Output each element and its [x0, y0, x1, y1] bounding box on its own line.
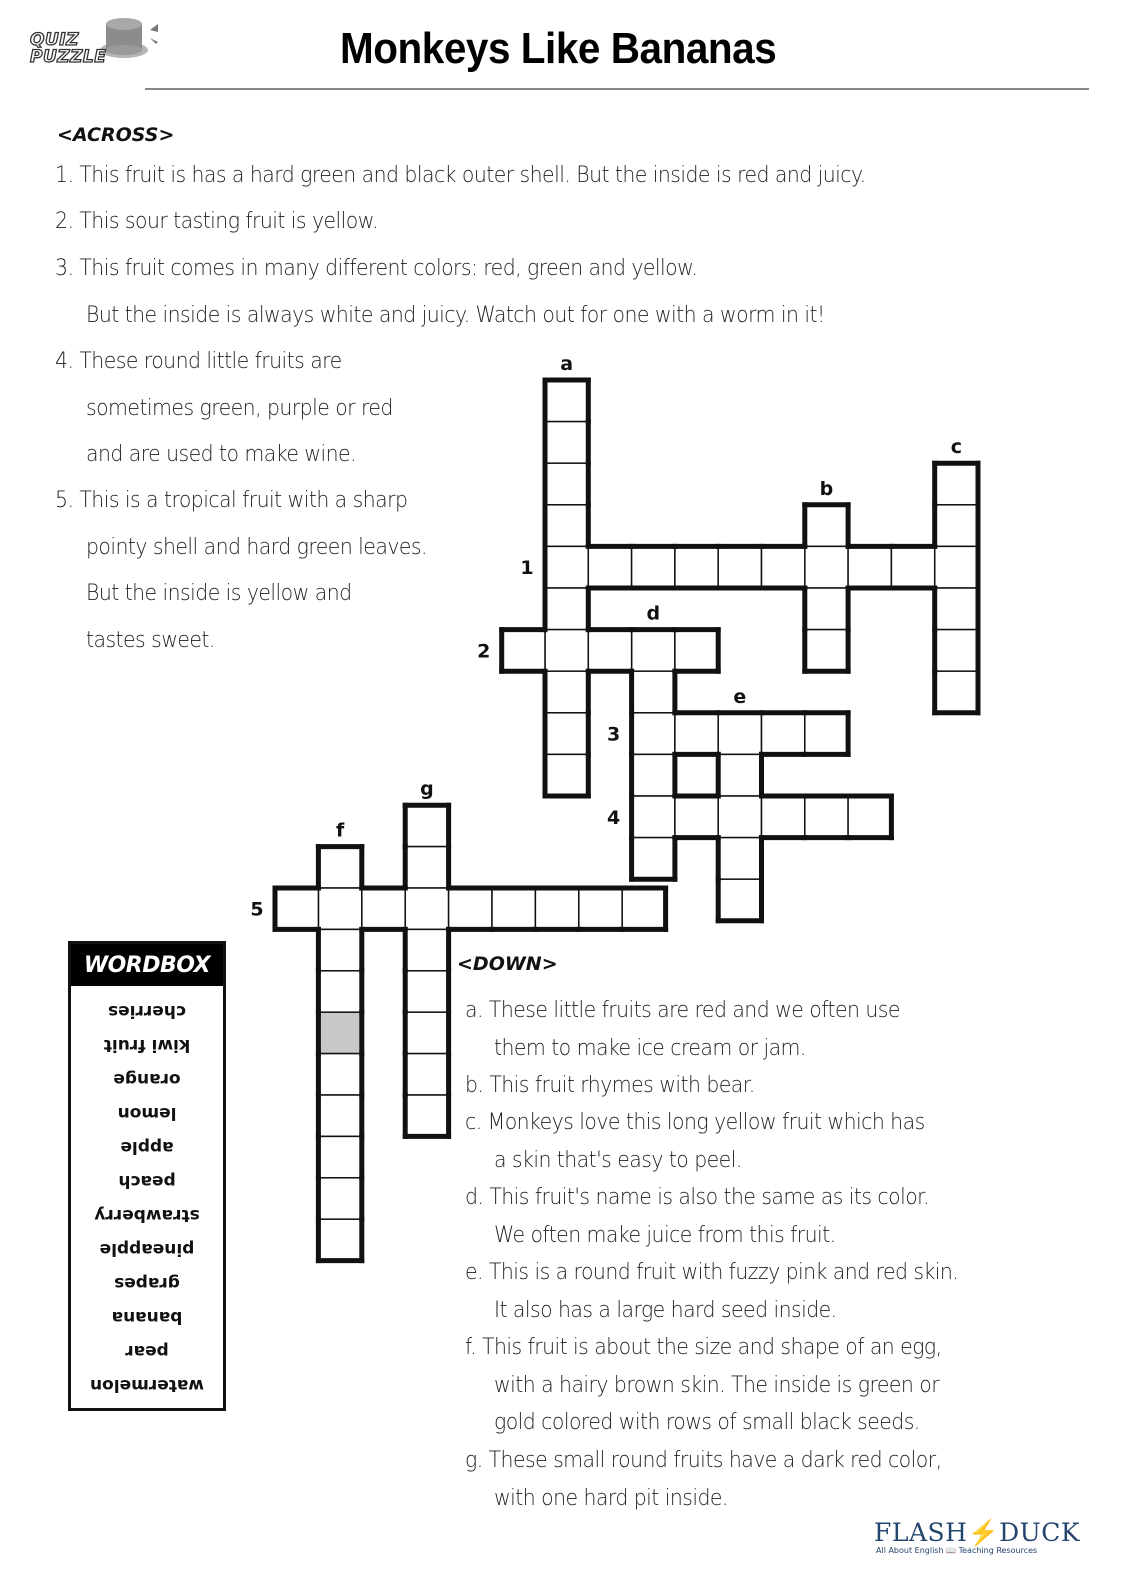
down-clue-text: This is a round fruit with fuzzy pink and red skin.	[488, 1260, 959, 1285]
grid-cell[interactable]	[718, 713, 761, 755]
clue-label-2: 2	[477, 640, 491, 663]
down-clue-5	[465, 1260, 958, 1285]
clue-label-3: 3	[606, 723, 621, 746]
grid-cell[interactable]	[718, 838, 761, 880]
across-clue-text: This fruit comes in many different colors: red, green and yellow.	[79, 256, 698, 281]
across-clue-2	[55, 209, 378, 234]
grid-cell-shaded[interactable]	[318, 1012, 361, 1053]
upper-grid-cluster	[477, 353, 978, 921]
across-clue-1	[55, 163, 866, 188]
grid-cell[interactable]	[545, 422, 588, 464]
clue-label-f: f	[335, 819, 345, 842]
clue-label-a: a	[560, 353, 574, 375]
down-clue-number: c.	[465, 1110, 488, 1135]
down-clue-4	[465, 1185, 929, 1210]
page-title: Monkeys Like Bananas	[340, 24, 777, 73]
grid-cell[interactable]	[805, 630, 848, 672]
grid-cell[interactable]	[632, 713, 675, 755]
grid-cell[interactable]	[405, 1054, 448, 1095]
grid-cell[interactable]	[545, 630, 588, 672]
grid-cell[interactable]	[405, 888, 448, 929]
grid-cell[interactable]	[405, 929, 448, 970]
across-clue-5-line-2: pointy shell and hard green leaves.	[86, 534, 427, 560]
wordbox-word: grapes	[114, 1273, 180, 1293]
brand-left: FLASH	[874, 1518, 968, 1547]
clue-label-c: c	[950, 436, 962, 459]
wordbox-title: WORDBOX	[71, 944, 223, 986]
top-hat-icon	[100, 16, 170, 66]
across-clue-text: These round little fruits are	[79, 349, 342, 374]
grid-cell[interactable]	[632, 754, 675, 796]
across-clue-number: 5.	[55, 488, 80, 513]
wordbox-word: lemon	[117, 1103, 177, 1123]
down-clue-number: a.	[465, 998, 489, 1023]
down-clue-5-line-2: It also has a large hard seed inside.	[494, 1297, 837, 1323]
down-clue-number: g.	[465, 1448, 489, 1473]
clue-label-4: 4	[606, 806, 621, 829]
clue-label-1: 1	[520, 557, 534, 580]
down-clue-number: f.	[465, 1335, 483, 1360]
wordbox-word: apple	[120, 1137, 174, 1157]
wordbox	[68, 941, 226, 1411]
grid-cell[interactable]	[622, 888, 665, 929]
down-clue-7	[465, 1448, 942, 1473]
down-clue-3	[465, 1110, 925, 1135]
down-clue-text: This fruit rhymes with bear.	[489, 1073, 755, 1098]
down-clue-7-line-2: with one hard pit inside.	[494, 1485, 728, 1511]
grid-cell[interactable]	[318, 1095, 361, 1136]
grid-cell[interactable]	[275, 888, 318, 929]
clue-label-e: e	[733, 685, 747, 708]
across-clue-4-line-2: sometimes green, purple or red	[86, 395, 393, 421]
logo-line-1: QUIZ	[30, 30, 79, 50]
grid-cell[interactable]	[718, 879, 761, 921]
grid-cell[interactable]	[762, 796, 805, 838]
grid-cell[interactable]	[935, 671, 978, 713]
grid-cell[interactable]	[318, 1136, 361, 1177]
grid-cell[interactable]	[318, 1178, 361, 1219]
grid-cell[interactable]	[492, 888, 535, 929]
across-clue-4-line-3: and are used to make wine.	[86, 442, 356, 467]
grid-cell[interactable]	[545, 754, 588, 796]
grid-cell[interactable]	[762, 546, 805, 588]
across-clue-5-line-4: tastes sweet.	[86, 627, 215, 653]
grid-cell[interactable]	[675, 713, 718, 755]
grid-cell[interactable]	[632, 796, 675, 838]
clue-label-5: 5	[250, 898, 264, 921]
grid-cell[interactable]	[805, 546, 848, 588]
clue-label-b: b	[819, 477, 834, 500]
down-clue-text: These little fruits are red and we often use	[488, 998, 900, 1023]
grid-cell[interactable]	[935, 588, 978, 630]
grid-cell[interactable]	[318, 847, 361, 888]
lightning-bolt-icon: ⚡	[967, 1518, 1000, 1547]
across-clue-text: This sour tasting fruit is yellow.	[79, 209, 379, 234]
wordbox-word: banana	[111, 1307, 183, 1327]
grid-cell[interactable]	[891, 546, 934, 588]
logo-text	[30, 32, 106, 66]
grid-cell[interactable]	[318, 971, 361, 1012]
grid-cell[interactable]	[579, 888, 622, 929]
down-clue-6-line-2: with a hairy brown skin. The inside is green or	[494, 1372, 940, 1398]
grid-cell[interactable]	[588, 630, 631, 672]
grid-cell[interactable]	[675, 630, 718, 672]
grid-cell[interactable]	[535, 888, 578, 929]
down-clue-2	[465, 1073, 755, 1098]
wordbox-word: strawberry	[94, 1205, 200, 1225]
down-clue-6	[465, 1335, 942, 1360]
grid-cell[interactable]	[545, 713, 588, 755]
grid-cell[interactable]	[545, 671, 588, 713]
grid-cell[interactable]	[405, 971, 448, 1012]
grid-cell[interactable]	[805, 505, 848, 547]
grid-cell[interactable]	[805, 713, 848, 755]
grid-cell[interactable]	[588, 546, 631, 588]
grid-cell[interactable]	[632, 838, 675, 880]
across-clue-text: This fruit is has a hard green and black outer shell. But the inside is red and juicy.	[79, 163, 866, 188]
down-header: <DOWN>	[457, 953, 558, 975]
across-clue-5-line-3: But the inside is yellow and	[86, 581, 352, 606]
wordbox-word: watermelon	[89, 1375, 205, 1395]
across-clue-5	[55, 488, 407, 513]
across-clue-3	[55, 256, 697, 281]
grid-cell[interactable]	[545, 463, 588, 505]
grid-cell[interactable]	[545, 588, 588, 630]
across-clue-3-line-2: But the inside is always white and juicy. Watch out for one with a worm in it!	[86, 302, 825, 328]
grid-cell[interactable]	[935, 505, 978, 547]
tagline-right: Teaching Resources	[958, 1546, 1038, 1555]
grid-cell[interactable]	[545, 380, 588, 422]
grid-cell[interactable]	[805, 588, 848, 630]
grid-cell[interactable]	[449, 888, 492, 929]
grid-cell[interactable]	[318, 929, 361, 970]
grid-cell[interactable]	[318, 1054, 361, 1095]
down-clue-text: This fruit's name is also the same as its color.	[489, 1185, 930, 1210]
down-clue-3-line-2: a skin that's easy to peel.	[494, 1147, 742, 1173]
tagline-left: All About English	[876, 1546, 944, 1555]
grid-cell[interactable]	[718, 796, 761, 838]
brand-name	[874, 1518, 1080, 1548]
grid-cell[interactable]	[318, 888, 361, 929]
grid-cell[interactable]	[718, 546, 761, 588]
brand-right: DUCK	[999, 1518, 1080, 1547]
grid-cell[interactable]	[675, 754, 718, 796]
grid-cell[interactable]	[545, 505, 588, 547]
wordbox-list	[71, 992, 223, 1402]
across-clue-4	[55, 349, 342, 374]
across-clue-number: 1.	[55, 163, 80, 188]
wordbox-word: orange	[113, 1069, 181, 1089]
down-clue-1	[465, 998, 900, 1023]
down-clue-4-line-2: We often make juice from this fruit.	[494, 1222, 836, 1248]
grid-cell[interactable]	[675, 546, 718, 588]
grid-cell[interactable]	[935, 546, 978, 588]
wordbox-word: pineapple	[99, 1239, 195, 1259]
grid-cell[interactable]	[502, 630, 545, 672]
logo-line-2: PUZZLE	[30, 47, 107, 67]
wordbox-word: cherries	[108, 1001, 186, 1021]
down-clue-1-line-2: them to make ice cream or jam.	[494, 1035, 806, 1061]
grid-cell[interactable]	[632, 671, 675, 713]
grid-cell[interactable]	[405, 847, 448, 888]
across-clue-text: This is a tropical fruit with a sharp	[79, 488, 408, 513]
grid-cell[interactable]	[405, 1012, 448, 1053]
grid-cell[interactable]	[405, 1095, 448, 1136]
across-clue-number: 2.	[55, 209, 80, 234]
grid-cell[interactable]	[935, 630, 978, 672]
grid-cell[interactable]	[545, 546, 588, 588]
down-clue-number: e.	[465, 1260, 489, 1285]
title-rule	[145, 88, 1089, 90]
across-clue-number: 3.	[55, 256, 80, 281]
clue-label-d: d	[646, 602, 661, 625]
down-clue-text: Monkeys love this long yellow fruit which has	[487, 1110, 925, 1135]
grid-cell[interactable]	[632, 546, 675, 588]
down-clue-text: This fruit is about the size and shape of an egg,	[482, 1335, 942, 1360]
grid-cell[interactable]	[935, 463, 978, 505]
clue-label-g: g	[420, 778, 434, 801]
down-clue-number: b.	[465, 1073, 490, 1098]
grid-cell[interactable]	[848, 546, 891, 588]
grid-cell[interactable]	[805, 796, 848, 838]
grid-cell[interactable]	[405, 805, 448, 846]
grid-cell[interactable]	[318, 1219, 361, 1260]
grid-cell[interactable]	[675, 796, 718, 838]
open-book-icon: 📖	[946, 1546, 957, 1555]
grid-cell[interactable]	[762, 713, 805, 755]
grid-cell[interactable]	[362, 888, 405, 929]
wordbox-word: pear	[125, 1341, 169, 1361]
quiz-puzzle-logo	[28, 14, 168, 84]
down-clue-text: These small round fruits have a dark red color,	[488, 1448, 942, 1473]
wordbox-word: peach	[118, 1171, 176, 1191]
wordbox-word: kiwi fruit	[103, 1035, 191, 1055]
down-clue-6-line-3: gold colored with rows of small black seeds.	[494, 1410, 920, 1435]
grid-cell[interactable]	[632, 630, 675, 672]
across-clue-number: 4.	[55, 349, 80, 374]
across-header: <ACROSS>	[57, 124, 175, 146]
grid-cell[interactable]	[718, 754, 761, 796]
down-clue-number: d.	[465, 1185, 490, 1210]
flashduck-logo	[874, 1518, 1080, 1568]
grid-cell[interactable]	[848, 796, 891, 838]
